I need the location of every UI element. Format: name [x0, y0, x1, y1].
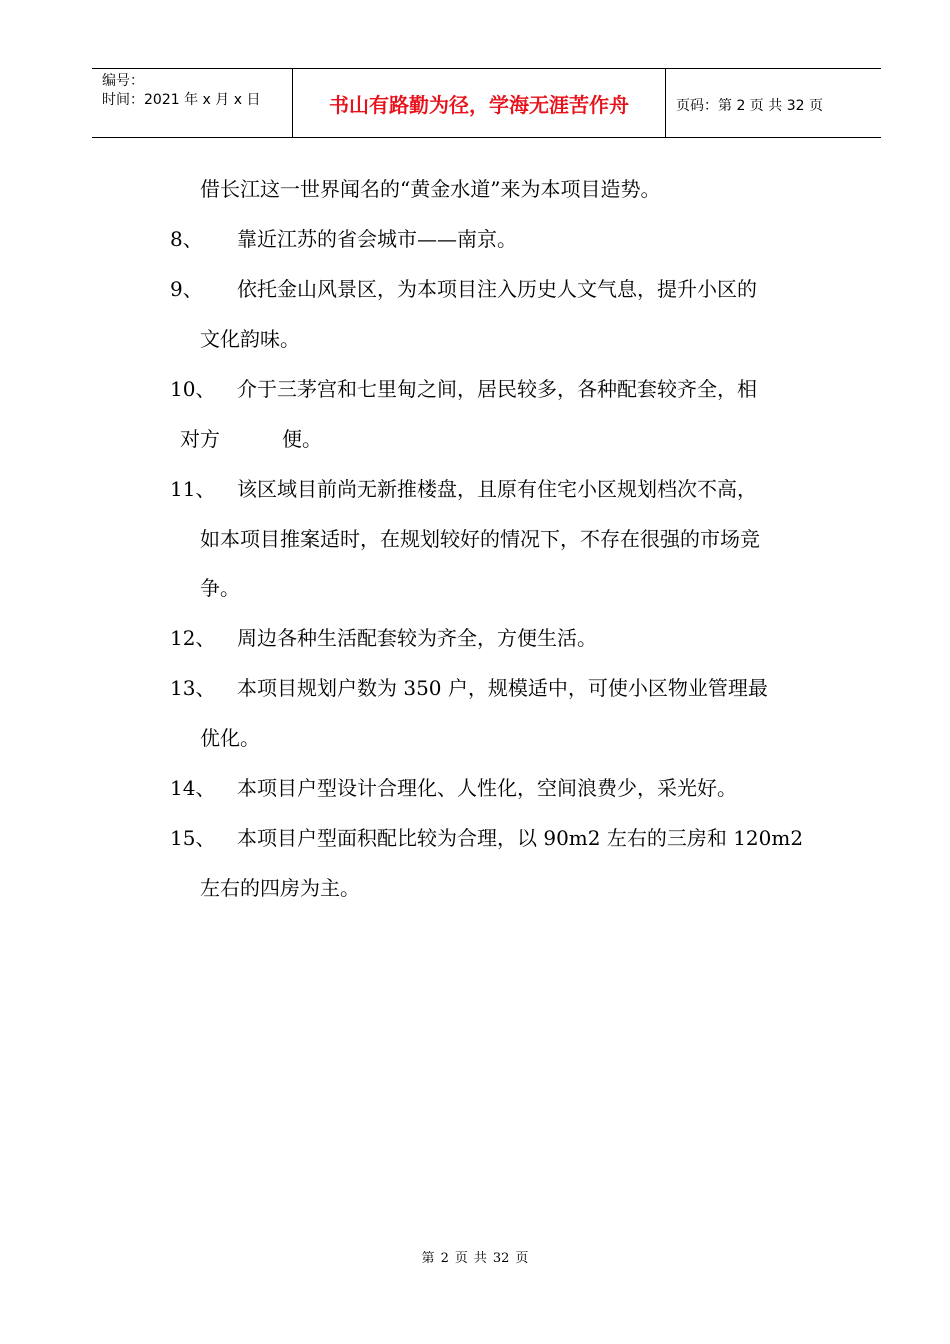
item-text-12: 周边各种生活配套较为齐全，方便生活。: [237, 626, 597, 650]
item-text-13-line-1: 本项目规划户数为 350 户，规模适中，可使小区物业管理最: [237, 676, 768, 700]
item-text-10-line-1: 介于三茅宫和七里甸之间，居民较多，各种配套较齐全，相: [237, 377, 757, 401]
item-text-15-line-2: 左右的四房为主。: [200, 876, 360, 900]
item-text-11-line-1: 该区域目前尚无新推楼盘，且原有住宅小区规划档次不高，: [237, 477, 757, 501]
page-header: [92, 68, 881, 138]
header-page-info: 页码：第 2 页 共 32 页: [676, 98, 823, 114]
footer-gong: 共: [473, 1251, 487, 1266]
item-number-9: 9、: [170, 277, 203, 301]
header-right-cell: [666, 69, 881, 137]
page-footer: [0, 1247, 950, 1266]
header-motto: 书山有路勤为径，学海无涯苦作舟: [329, 93, 629, 117]
header-left-cell: [92, 69, 292, 137]
header-number-label: 编号：: [102, 73, 144, 89]
item-number-12: 12、: [170, 626, 216, 650]
item-text-11-line-3: 争。: [200, 576, 240, 600]
item-text-11-line-2: 如本项目推案适时，在规划较好的情况下，不存在很强的市场竞: [200, 527, 760, 551]
header-middle-cell: [292, 69, 666, 137]
item-number-11: 11、: [170, 477, 216, 501]
footer-ye-2: 页: [515, 1251, 529, 1266]
item-text-9-line-2: 文化韵味。: [200, 327, 300, 351]
item-text-13-line-2: 优化。: [200, 726, 260, 750]
footer-total-pages: 32: [492, 1251, 510, 1266]
item-number-8: 8、: [170, 227, 203, 251]
item-text-10-line-2a: 对方: [180, 427, 220, 451]
item-number-13: 13、: [170, 676, 216, 700]
item-number-10: 10、: [170, 377, 216, 401]
item-text-8: 靠近江苏的省会城市——南京。: [237, 227, 517, 251]
footer-di: 第: [421, 1251, 435, 1266]
header-time-label: 时间：2021 年 x 月 x 日: [102, 92, 261, 108]
item-text-15-line-1: 本项目户型面积配比较为合理，以 90m2 左右的三房和 120m2: [237, 826, 804, 850]
continuation-line: 借长江这一世界闻名的“黄金水道”来为本项目造势。: [200, 177, 661, 201]
item-text-10-line-2b: 便。: [282, 427, 322, 451]
footer-page-number: 2: [440, 1251, 449, 1266]
item-number-14: 14、: [170, 776, 216, 800]
item-text-14: 本项目户型设计合理化、人性化，空间浪费少，采光好。: [237, 776, 737, 800]
item-number-15: 15、: [170, 826, 216, 850]
item-text-9-line-1: 依托金山风景区，为本项目注入历史人文气息，提升小区的: [237, 277, 757, 301]
footer-ye: 页: [454, 1251, 468, 1266]
